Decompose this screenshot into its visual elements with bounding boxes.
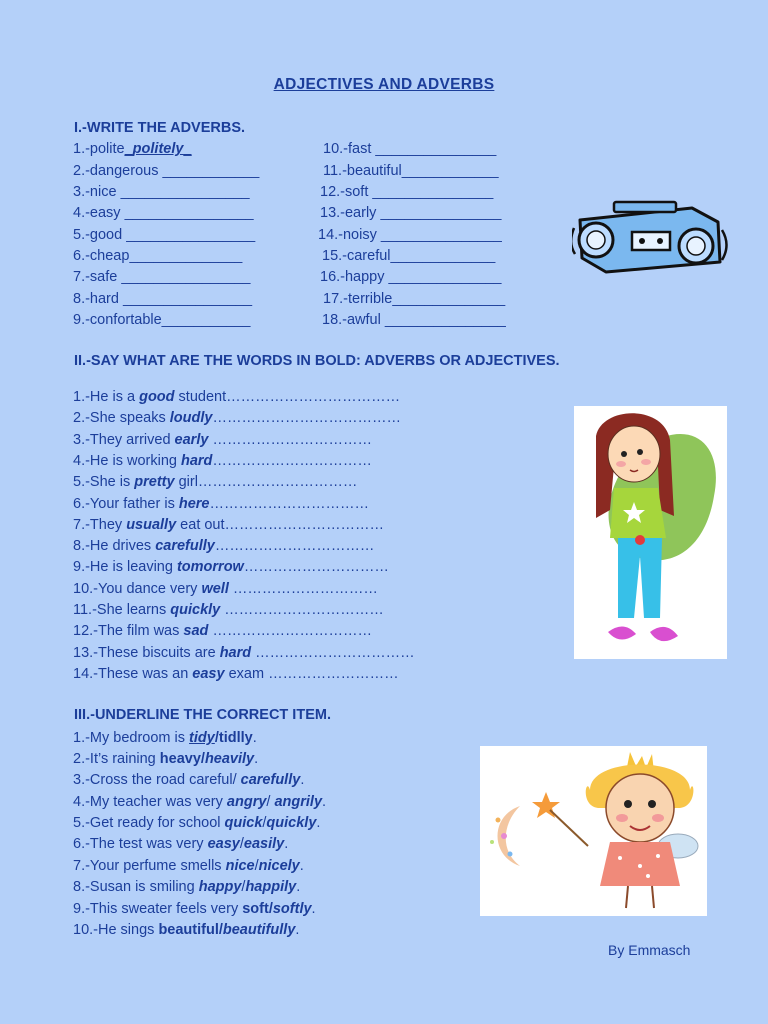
s2-item: 9.-He is leaving tomorrow………………………… [73,559,389,575]
boombox-illustration [572,200,728,276]
s1-right-item: 18.-awful _______________ [322,312,506,328]
s2-item: 14.-These was an easy exam ……………………… [73,666,399,682]
s2-item: 7.-They usually eat out…………………………… [73,517,385,533]
s1-left-item: 8.-hard ________________ [73,291,253,307]
s2-item: 8.-He drives carefully…………………………… [73,538,375,554]
s3-item: 2.-It’s raining heavy/heavily. [73,751,259,767]
s1-right-item: 13.-early _______________ [320,205,502,221]
s3-item: 8.-Susan is smiling happy/happily. [73,879,301,895]
s1-left-item: 6.-cheap______________ [73,248,243,264]
s1-left-item: 5.-good ________________ [73,227,256,243]
s2-item: 10.-You dance very well ………………………… [73,581,378,597]
s1-left-item: 7.-safe ________________ [73,269,251,285]
s2-item: 4.-He is working hard…………………………… [73,453,372,469]
s2-item: 13.-These biscuits are hard …………………………… [73,645,415,661]
s1-right-item: 16.-happy ______________ [320,269,502,285]
s1-right-item: 15.-careful_____________ [322,248,496,264]
s2-item: 6.-Your father is here…………………………… [73,496,369,512]
girl-illustration [574,406,727,659]
s1-right-item: 17.-terrible______________ [323,291,506,307]
s3-item: 7.-Your perfume smells nice/nicely. [73,858,304,874]
section-2-heading: II.-SAY WHAT ARE THE WORDS IN BOLD: ADVERBS OR ADJECTIVES. [74,353,560,369]
fairy-illustration [480,746,707,916]
s2-item: 1.-He is a good student……………………………… [73,389,401,405]
s1-right-item: 12.-soft _______________ [320,184,494,200]
s1-left-item: 1.-polite_politely_ [73,141,192,157]
s3-item: 10.-He sings beautiful/beautifully. [73,922,300,938]
section-3-heading: III.-UNDERLINE THE CORRECT ITEM. [74,707,331,723]
author-credit: By Emmasch [608,942,691,958]
s2-item: 11.-She learns quickly …………………………… [73,602,384,618]
s3-item: 9.-This sweater feels very soft/softly. [73,901,316,917]
page-title: ADJECTIVES AND ADVERBS [273,76,495,93]
s2-item: 2.-She speaks loudly………………………………… [73,410,401,426]
s3-item: 4.-My teacher was very angry/ angrily. [73,794,327,810]
s1-left-item: 2.-dangerous ____________ [73,163,260,179]
s2-item: 5.-She is pretty girl…………………………… [73,474,358,490]
s1-left-item: 3.-nice ________________ [73,184,250,200]
s3-item: 1.-My bedroom is tidy/tidlly. [73,730,257,746]
s1-left-item: 9.-confortable___________ [73,312,251,328]
s2-item: 3.-They arrived early …………………………… [73,432,372,448]
s3-item: 5.-Get ready for school quick/quickly. [73,815,321,831]
s1-right-item: 14.-noisy _______________ [318,227,502,243]
section-1-heading: I.-WRITE THE ADVERBS. [74,120,246,136]
s3-item: 3.-Cross the road careful/ carefully. [73,772,305,788]
s1-left-item: 4.-easy ________________ [73,205,254,221]
s1-right-item: 10.-fast _______________ [323,141,497,157]
s2-item: 12.-The film was sad …………………………… [73,623,372,639]
s3-item: 6.-The test was very easy/easily. [73,836,289,852]
s1-right-item: 11.-beautiful____________ [323,163,499,179]
